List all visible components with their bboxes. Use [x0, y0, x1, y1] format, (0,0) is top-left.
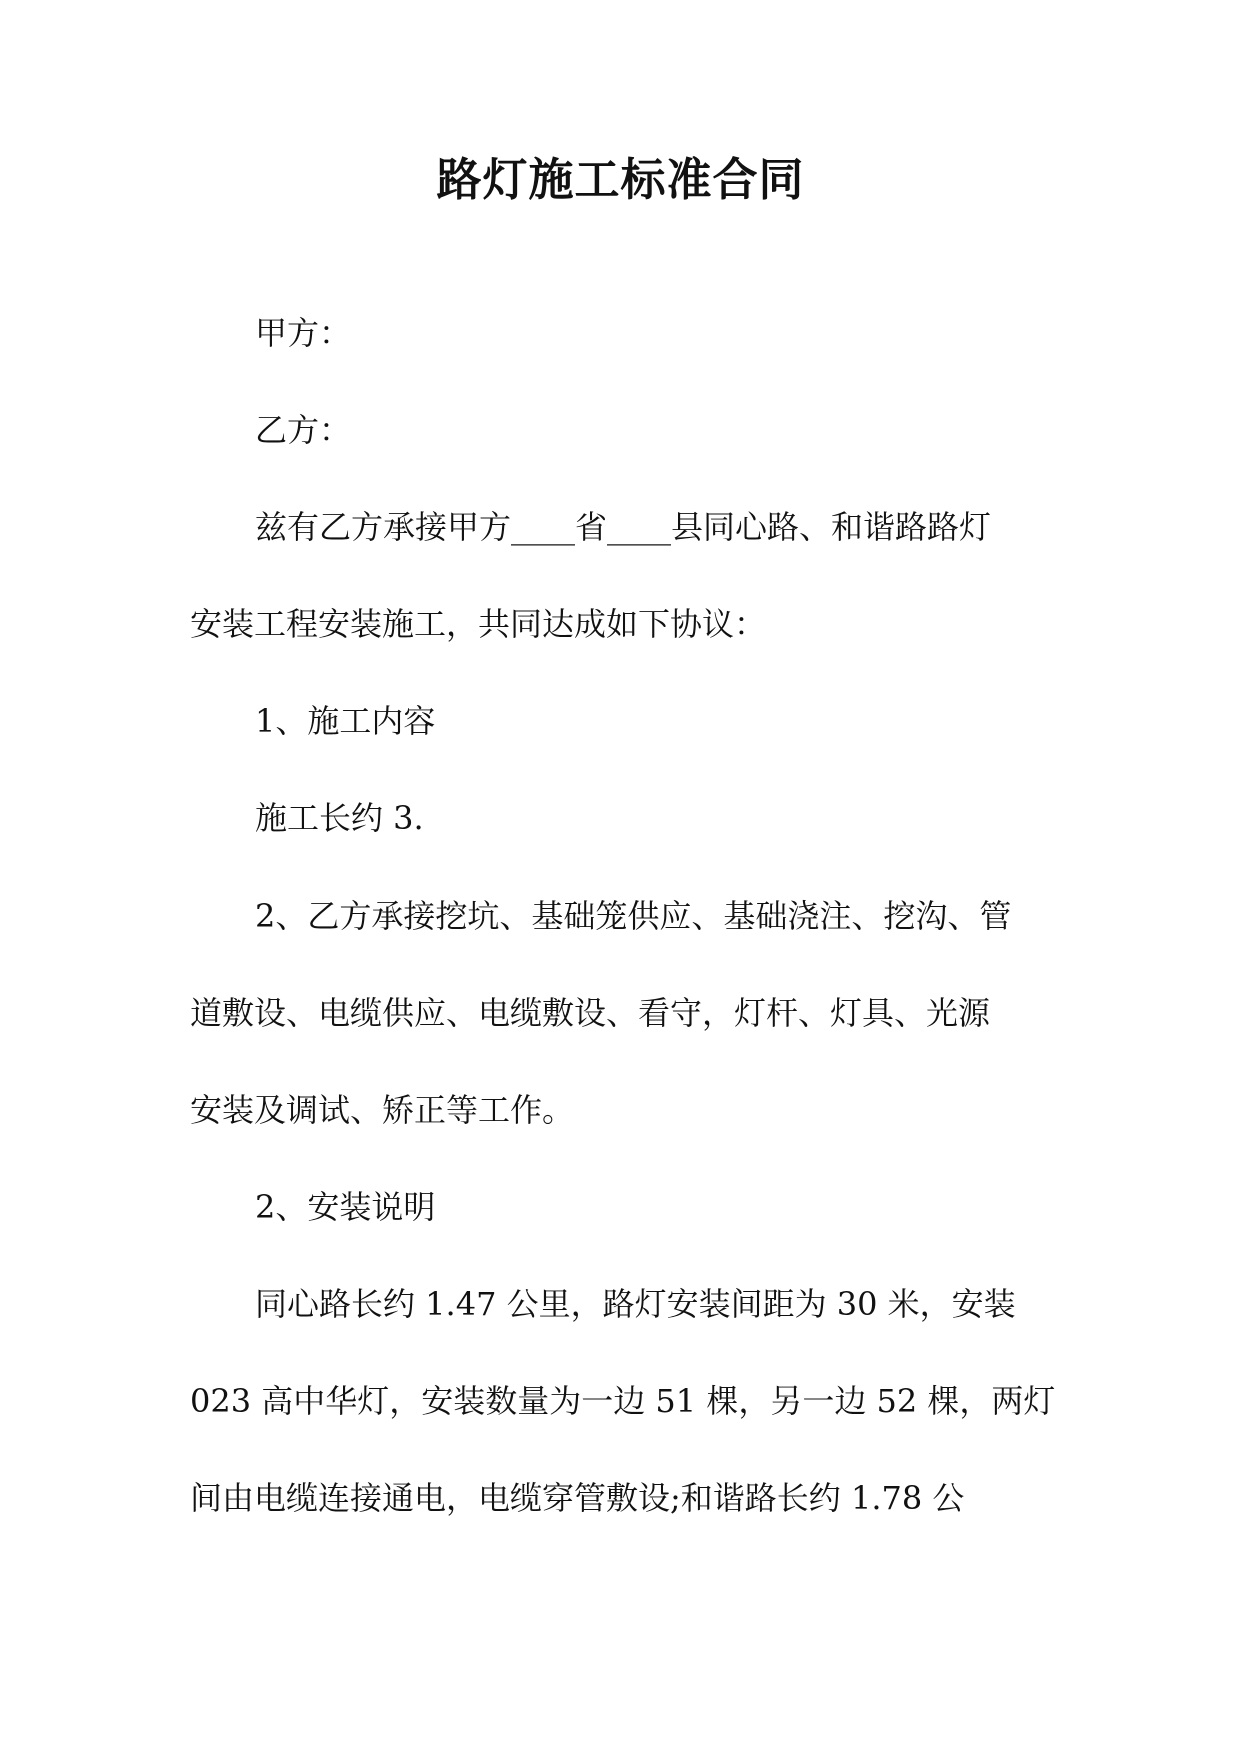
party-a-line: 甲方： [255, 314, 352, 352]
scope-paragraph-line-3: 安装及调试、矫正等工作。 [190, 1091, 575, 1129]
document-title: 路灯施工标准合同 [436, 153, 805, 206]
party-b-line: 乙方： [255, 411, 352, 449]
installation-paragraph-line-2: 023 高中华灯，安装数量为一边 51 棵，另一边 52 棵，两灯 [190, 1382, 1056, 1420]
intro-paragraph-line-2: 安装工程安装施工，共同达成如下协议： [190, 605, 767, 643]
scope-paragraph-line-1: 2、乙方承接挖坑、基础笼供应、基础浇注、挖沟、管 [255, 897, 1012, 935]
installation-paragraph-line-3: 间由电缆连接通电，电缆穿管敷设;和谐路长约 1.78 公 [190, 1479, 965, 1517]
section-heading-installation-notes: 2、安装说明 [255, 1188, 436, 1226]
construction-length-line: 施工长约 3. [255, 799, 424, 837]
intro-paragraph-line-1: 兹有乙方承接甲方____省____县同心路、和谐路路灯 [255, 508, 992, 546]
scope-paragraph-line-2: 道敷设、电缆供应、电缆敷设、看守，灯杆、灯具、光源 [190, 994, 991, 1032]
section-heading-construction-content: 1、施工内容 [255, 702, 436, 740]
installation-paragraph-line-1: 同心路长约 1.47 公里，路灯安装间距为 30 米，安装 [255, 1285, 1016, 1323]
